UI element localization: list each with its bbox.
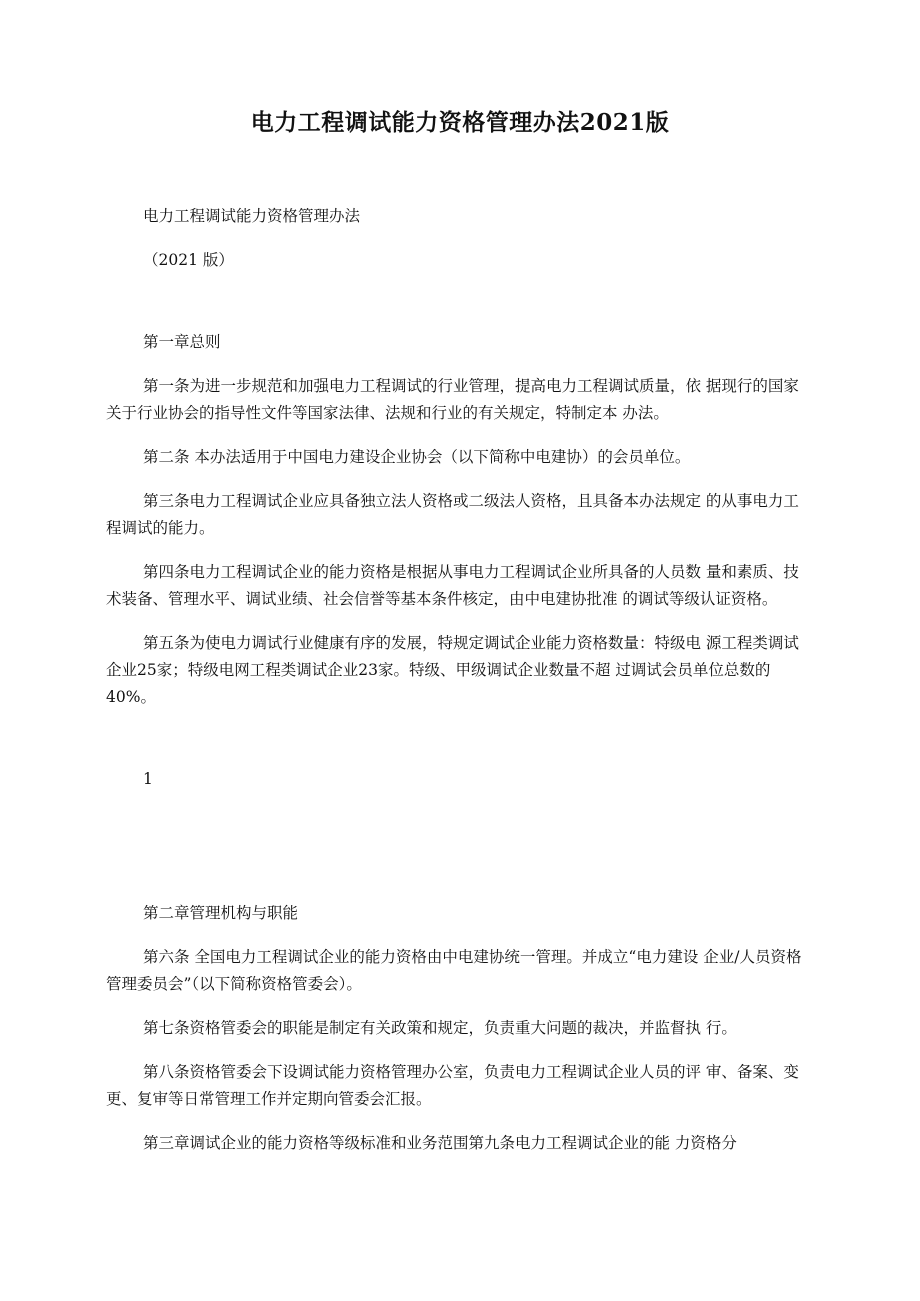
document-body: [106, 203, 812, 1157]
article-2: 第二条 本办法适用于中国电力建设企业协会（以下简称中电建协）的会员单位。: [143, 448, 691, 466]
article-6: 第六条 全国电力工程调试企业的能力资格由中电建协统一管理。并成立“电力建设 企业/人员资格管理委员会”（以下简称资格管委会）。: [106, 948, 802, 993]
chapter-2-heading: 第二章管理机构与职能: [143, 904, 299, 922]
article-4: 第四条电力工程调试企业的能力资格是根据从事电力工程调试企业所具备的人员数 量和素质、技术装备、管理水平、调试业绩、社会信誉等基本条件核定，由中电建协批准 的调试等级认证资格。: [106, 563, 799, 608]
document-version: （2021 版）: [143, 251, 234, 269]
document-title: 电力工程调试能力资格管理办法2021版: [250, 109, 670, 136]
article-1: 第一条为进一步规范和加强电力工程调试的行业管理，提高电力工程调试质量，依 据现行的国家关于行业协会的指导性文件等国家法律、法规和行业的有关规定，特制定本 办法。: [106, 377, 799, 422]
page-number: 1: [143, 770, 153, 788]
article-3: 第三条电力工程调试企业应具备独立法人资格或二级法人资格，且具备本办法规定 的从事电力工程调试的能力。: [106, 492, 799, 537]
chapter-1-heading: 第一章总则: [143, 333, 221, 351]
article-7: 第七条资格管委会的职能是制定有关政策和规定，负责重大问题的裁决，并监督执 行。: [143, 1019, 737, 1037]
article-5: 第五条为使电力调试行业健康有序的发展，特规定调试企业能力资格数量：特级电 源工程类调试企业25家；特级电网工程类调试企业23家。特级、甲级调试企业数量不超 过调试会员单位总数的40%。: [106, 634, 799, 706]
article-8: 第八条资格管委会下设调试能力资格管理办公室，负责电力工程调试企业人员的评 审、备案、变更、复审等日常管理工作并定期向管委会汇报。: [106, 1063, 799, 1108]
chapter-3-article-9: 第三章调试企业的能力资格等级标准和业务范围第九条电力工程调试企业的能 力资格分: [143, 1134, 737, 1152]
document-subtitle: 电力工程调试能力资格管理办法: [143, 207, 361, 225]
